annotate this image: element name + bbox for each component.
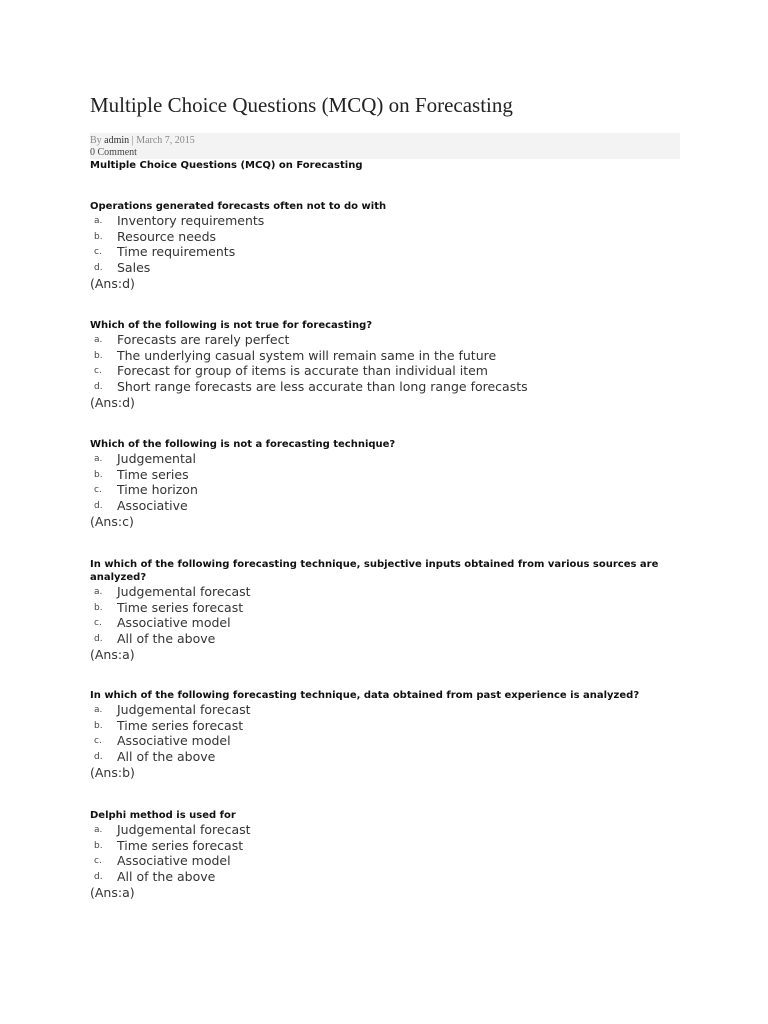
option-text: Time series forecast xyxy=(117,837,244,853)
option-letter: d. xyxy=(94,752,103,763)
option-letter: d. xyxy=(94,501,103,512)
option-text: Time requirements xyxy=(117,244,236,260)
post-meta-bar xyxy=(90,133,680,159)
question-4 xyxy=(90,558,680,662)
option-letter: b. xyxy=(94,350,103,361)
answer-text: (Ans:a) xyxy=(90,884,135,900)
option-item xyxy=(90,451,680,467)
option-text: Forecast for group of items is accurate than individual item xyxy=(117,363,488,379)
option-item xyxy=(90,615,680,631)
option-letter: b. xyxy=(94,602,103,613)
option-item xyxy=(90,379,680,395)
option-item xyxy=(90,600,680,616)
option-text: Time series forecast xyxy=(117,599,244,615)
option-letter: a. xyxy=(94,705,103,715)
option-letter: d. xyxy=(94,872,103,883)
option-item xyxy=(90,260,680,276)
option-list xyxy=(90,822,680,885)
option-text: Sales xyxy=(117,260,151,276)
option-item xyxy=(90,733,680,749)
option-list xyxy=(90,213,680,276)
option-letter: a. xyxy=(94,587,103,597)
option-letter: b. xyxy=(94,840,103,851)
option-item xyxy=(90,332,680,348)
by-label: By xyxy=(90,135,102,146)
option-list xyxy=(90,332,680,395)
option-text: Judgemental forecast xyxy=(117,822,251,837)
option-item xyxy=(90,853,680,869)
option-letter: a. xyxy=(94,454,103,464)
answer-text: (Ans:c) xyxy=(90,513,134,529)
option-list xyxy=(90,702,680,765)
author-link[interactable]: admin xyxy=(104,135,130,146)
option-letter: c. xyxy=(94,485,102,496)
option-letter: b. xyxy=(94,720,103,731)
answer-text: (Ans:a) xyxy=(90,646,135,662)
option-text: Time series forecast xyxy=(117,717,244,733)
question-text: In which of the following forecasting technique, subjective inputs obtained from various sources are analyzed? xyxy=(90,559,659,583)
option-letter: a. xyxy=(94,216,103,226)
question-3 xyxy=(90,438,680,529)
option-text: Judgemental xyxy=(117,451,196,466)
answer-text: (Ans:d) xyxy=(90,275,135,291)
option-item xyxy=(90,348,680,364)
option-item xyxy=(90,229,680,245)
option-item xyxy=(90,718,680,734)
question-text: Which of the following is not true for forecasting? xyxy=(90,320,373,331)
question-6 xyxy=(90,809,680,900)
question-5 xyxy=(90,689,680,780)
meta-separator: | xyxy=(131,135,134,146)
option-text: Associative model xyxy=(117,733,231,749)
question-1 xyxy=(90,200,680,291)
post-date: March 7, 2015 xyxy=(136,135,195,146)
option-item xyxy=(90,498,680,514)
option-list xyxy=(90,451,680,514)
option-letter: c. xyxy=(94,366,102,377)
option-text: All of the above xyxy=(117,749,216,765)
option-item xyxy=(90,822,680,838)
option-text: Short range forecasts are less accurate than long range forecasts xyxy=(117,379,528,395)
question-text: Which of the following is not a forecasting technique? xyxy=(90,439,396,450)
option-text: Forecasts are rarely perfect xyxy=(117,332,290,347)
option-letter: d. xyxy=(94,263,103,274)
option-item xyxy=(90,584,680,600)
question-2 xyxy=(90,319,680,410)
option-letter: b. xyxy=(94,469,103,480)
answer-text: (Ans:d) xyxy=(90,394,135,410)
option-letter: c. xyxy=(94,618,102,629)
option-item xyxy=(90,482,680,498)
option-item xyxy=(90,869,680,885)
option-letter: a. xyxy=(94,825,103,835)
question-text: Delphi method is used for xyxy=(90,810,236,821)
option-letter: c. xyxy=(94,736,102,747)
article-subtitle: Multiple Choice Questions (MCQ) on Forecasting xyxy=(90,160,363,171)
question-text: In which of the following forecasting technique, data obtained from past experience is analyzed? xyxy=(90,690,640,701)
option-item xyxy=(90,702,680,718)
option-letter: c. xyxy=(94,856,102,867)
option-letter: a. xyxy=(94,335,103,345)
question-text: Operations generated forecasts often not to do with xyxy=(90,201,387,212)
option-list xyxy=(90,584,680,647)
comment-count-link[interactable]: 0 Comment xyxy=(90,147,137,158)
option-text: Resource needs xyxy=(117,228,217,244)
option-letter: d. xyxy=(94,382,103,393)
option-item xyxy=(90,363,680,379)
option-text: Associative model xyxy=(117,615,231,631)
option-text: Time series xyxy=(117,466,189,482)
option-item xyxy=(90,213,680,229)
option-item xyxy=(90,838,680,854)
option-letter: c. xyxy=(94,247,102,258)
option-text: Associative model xyxy=(117,853,231,869)
option-text: Associative xyxy=(117,498,188,514)
option-text: Inventory requirements xyxy=(117,213,265,228)
option-text: All of the above xyxy=(117,631,216,647)
option-text: All of the above xyxy=(117,869,216,885)
answer-text: (Ans:b) xyxy=(90,764,135,780)
option-letter: d. xyxy=(94,634,103,645)
option-text: Time horizon xyxy=(117,482,198,498)
post-meta-line xyxy=(90,135,195,147)
page-title: Multiple Choice Questions (MCQ) on Forecasting xyxy=(90,93,513,117)
option-text: The underlying casual system will remain same in the future xyxy=(117,347,497,363)
option-text: Judgemental forecast xyxy=(117,702,251,717)
option-item xyxy=(90,749,680,765)
option-item xyxy=(90,244,680,260)
option-item xyxy=(90,631,680,647)
option-item xyxy=(90,467,680,483)
option-letter: b. xyxy=(94,231,103,242)
option-text: Judgemental forecast xyxy=(117,584,251,599)
